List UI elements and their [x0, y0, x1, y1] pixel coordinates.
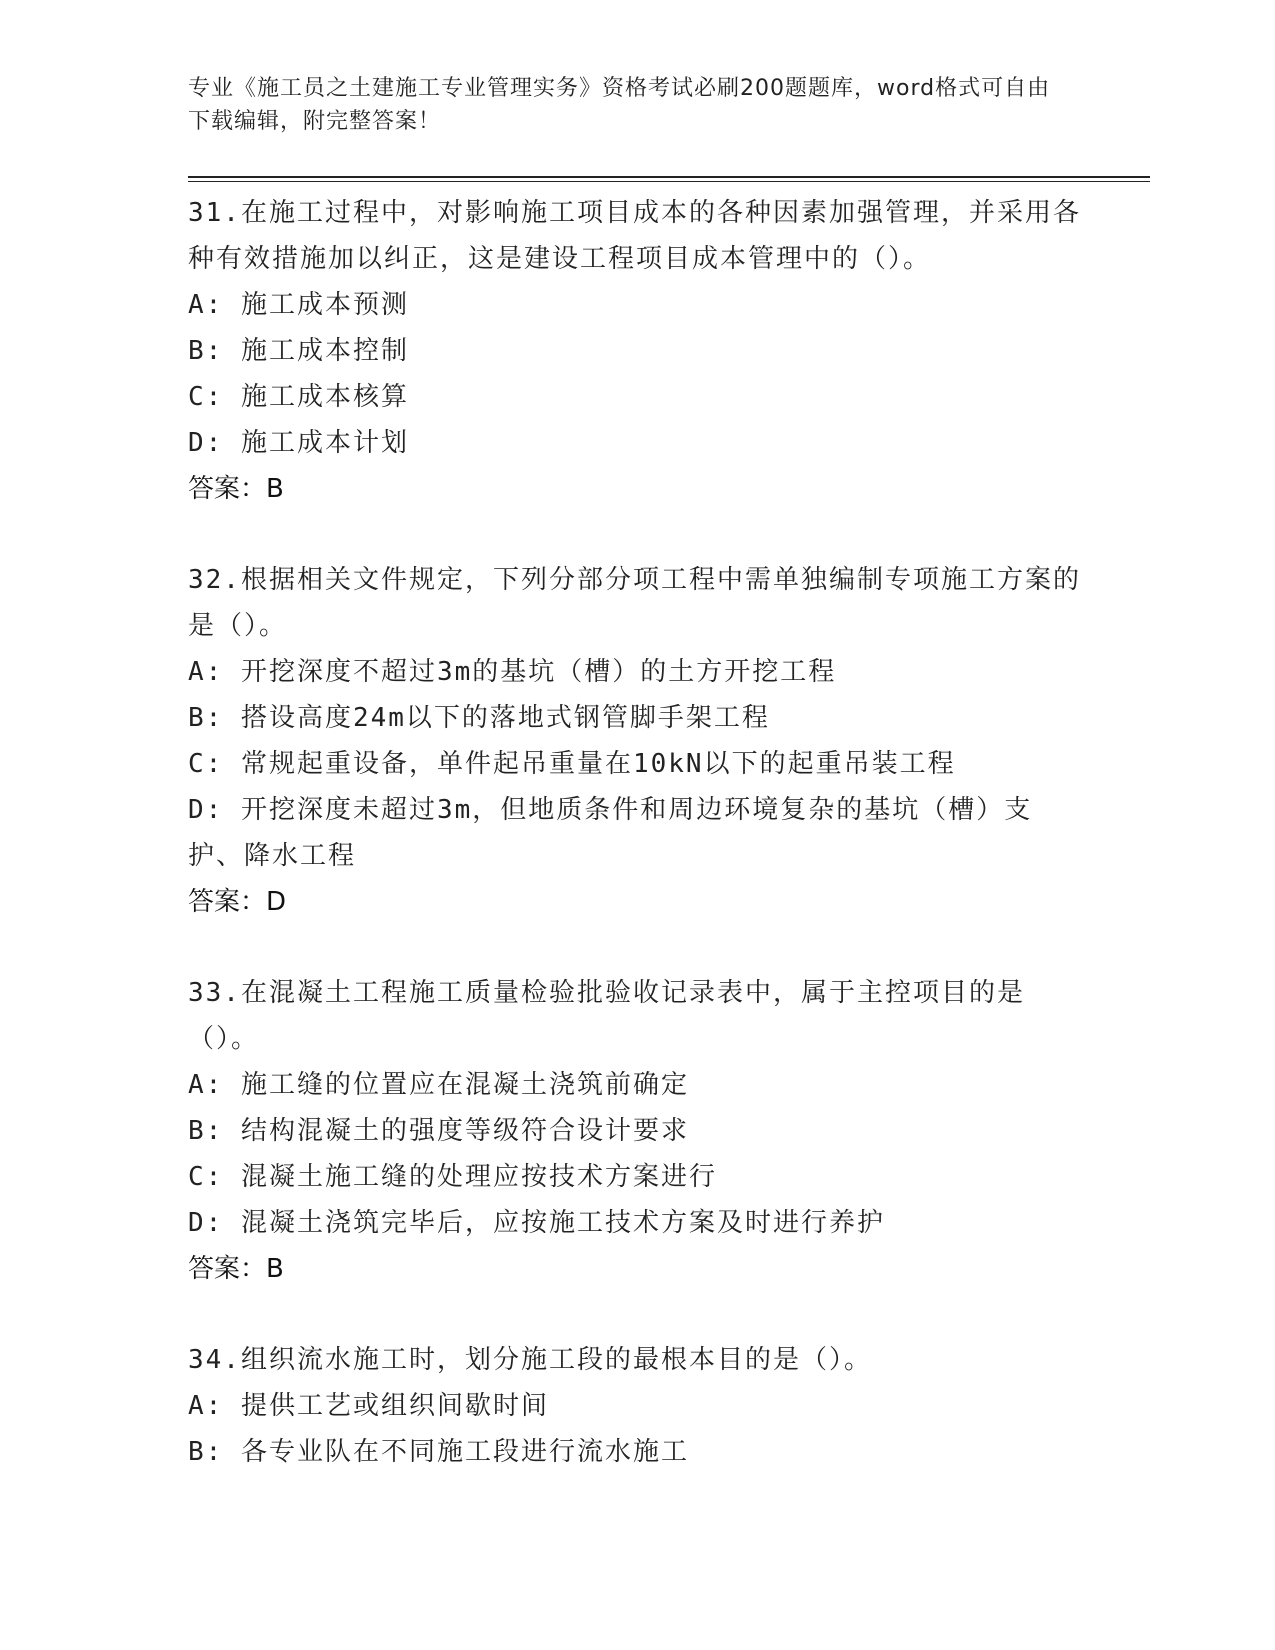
option-c: C: 混凝土施工缝的处理应按技术方案进行 — [188, 1162, 717, 1192]
option-a: A: 施工成本预测 — [188, 290, 409, 320]
answer: 答案：B — [188, 1254, 284, 1284]
question-stem: 33.在混凝土工程施工质量检验批验收记录表中，属于主控项目的是（）。 — [188, 978, 1025, 1054]
option-d: D: 施工成本计划 — [188, 428, 409, 458]
answer: 答案：B — [188, 474, 284, 504]
option-a: A: 施工缝的位置应在混凝土浇筑前确定 — [188, 1070, 689, 1100]
question-32 — [188, 557, 1088, 925]
option-b: B: 搭设高度24m以下的落地式钢管脚手架工程 — [188, 703, 770, 733]
option-b: B: 结构混凝土的强度等级符合设计要求 — [188, 1116, 689, 1146]
option-a: A: 提供工艺或组织间歇时间 — [188, 1391, 549, 1421]
question-31 — [188, 190, 1088, 512]
option-c: C: 施工成本核算 — [188, 382, 409, 412]
question-33 — [188, 970, 1088, 1292]
header-divider — [188, 176, 1150, 178]
question-stem: 34.组织流水施工时，划分施工段的最根本目的是（）。 — [188, 1345, 872, 1375]
option-b: B: 各专业队在不同施工段进行流水施工 — [188, 1437, 689, 1467]
option-a: A: 开挖深度不超过3m的基坑（槽）的土方开挖工程 — [188, 657, 837, 687]
option-d: D: 混凝土浇筑完毕后，应按施工技术方案及时进行养护 — [188, 1208, 885, 1238]
answer: 答案：D — [188, 887, 287, 917]
question-34 — [188, 1337, 1088, 1475]
option-d: D: 开挖深度未超过3m，但地质条件和周边环境复杂的基坑（槽）支护、降水工程 — [188, 795, 1033, 871]
header-divider-thin — [188, 181, 1150, 182]
document-header: 专业《施工员之土建施工专业管理实务》资格考试必刷200题题库，word格式可自由下载编辑，附完整答案！ — [188, 76, 1051, 134]
question-list — [188, 190, 1088, 1520]
option-c: C: 常规起重设备，单件起吊重量在10kN以下的起重吊装工程 — [188, 749, 956, 779]
question-stem: 32.根据相关文件规定，下列分部分项工程中需单独编制专项施工方案的是（）。 — [188, 565, 1081, 641]
option-b: B: 施工成本控制 — [188, 336, 409, 366]
question-stem: 31.在施工过程中，对影响施工项目成本的各种因素加强管理，并采用各种有效措施加以纠正，这是建设工程项目成本管理中的（）。 — [188, 198, 1081, 274]
